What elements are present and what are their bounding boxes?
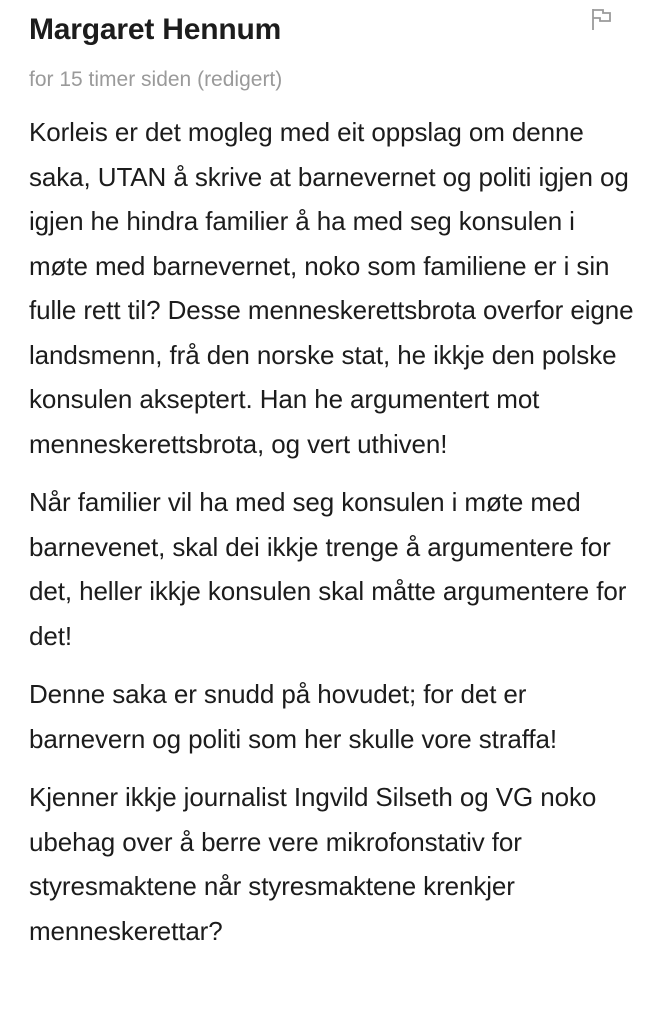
comment-paragraph: Kjenner ikkje journalist Ingvild Silseth og VG noko ubehag over å berre vere mikrofonstativ for styresmaktene når styresmaktene krenkjer menneskerettar? bbox=[29, 782, 597, 946]
comment-paragraph: Når familier vil ha med seg konsulen i møte med barnevenet, skal dei ikkje trenge å argumentere for det, heller ikkje konsulen skal måtte argumentere for det! bbox=[29, 487, 627, 651]
comment-paragraph: Denne saka er snudd på hovudet; for det er barnevern og politi som her skulle vore straffa! bbox=[29, 679, 557, 754]
comment-timestamp: for 15 timer siden (redigert) bbox=[29, 68, 283, 91]
author-name[interactable]: Margaret Hennum bbox=[29, 13, 282, 46]
comment-body bbox=[29, 110, 639, 967]
flag-icon bbox=[588, 6, 614, 32]
comment-paragraph: Korleis er det mogleg med eit oppslag om denne saka, UTAN å skrive at barnevernet og politi igjen og igjen he hindra familier å ha med seg konsulen i møte med barnevernet, noko som familiene er i sin fulle rett til? Desse menneskerettsbrota overfor eigne landsmenn, frå den norske stat, he ikkje den polske konsulen akseptert. Han he argumentert mot menneskerettsbrota, og vert uthiven! bbox=[29, 117, 634, 459]
report-flag-button[interactable] bbox=[588, 6, 614, 32]
